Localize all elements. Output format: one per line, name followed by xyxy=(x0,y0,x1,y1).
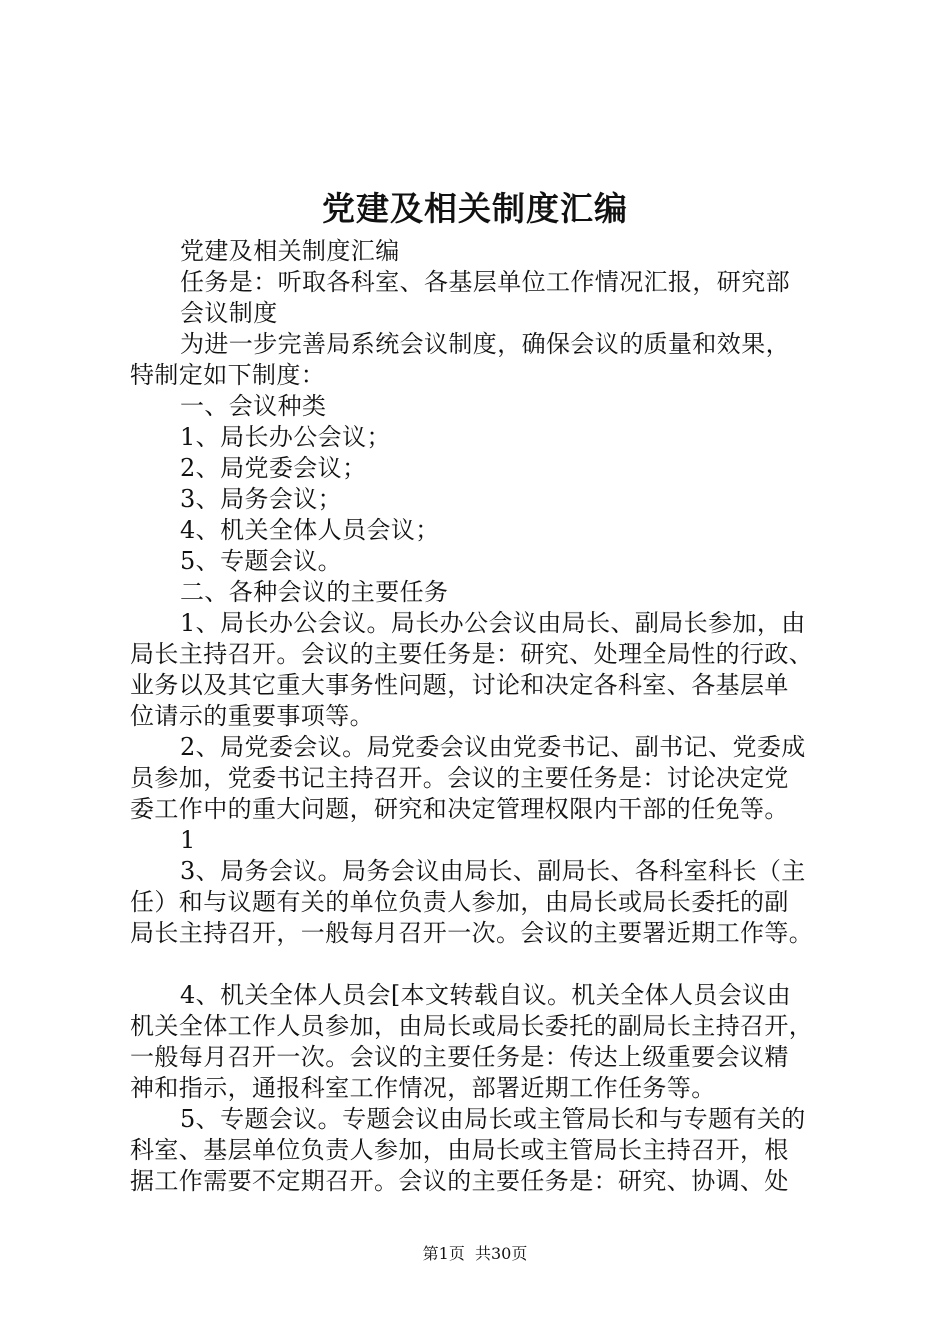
body-line: 委工作中的重大问题，研究和决定管理权限内干部的任免等。 xyxy=(130,795,789,823)
body-line: 神和指示，通报科室工作情况，部署近期工作任务等。 xyxy=(130,1074,716,1102)
body-line: 1、局长办公会议； xyxy=(180,423,391,451)
document-title: 党建及相关制度汇编 xyxy=(322,189,628,228)
body-line: 一、会议种类 xyxy=(180,392,327,420)
body-line: 任）和与议题有关的单位负责人参加，由局长或局长委托的副 xyxy=(130,888,789,916)
body-line: 5、专题会议。 xyxy=(180,547,343,575)
document-body xyxy=(130,236,830,1197)
body-line: 3、局务会议。局务会议由局长、副局长、各科室科长（主 xyxy=(180,857,806,885)
body-line: 科室、基层单位负责人参加，由局长或主管局长主持召开，根 xyxy=(130,1136,789,1164)
paragraph-gap xyxy=(130,949,830,980)
body-line: 2、局党委会议。局党委会议由党委书记、副书记、党委成 xyxy=(180,733,806,761)
body-line: 机关全体工作人员参加，由局长或局长委托的副局长主持召开， xyxy=(130,1012,814,1040)
body-line: 局长主持召开。会议的主要任务是：研究、处理全局性的行政、 xyxy=(130,640,814,668)
body-line: 5、专题会议。专题会议由局长或主管局长和与专题有关的 xyxy=(180,1105,806,1133)
body-line: 1 xyxy=(180,826,196,854)
body-line: 任务是：听取各科室、各基层单位工作情况汇报，研究部 xyxy=(180,268,790,296)
page-footer xyxy=(0,1243,950,1265)
body-line: 4、机关全体人员会[本文转载自议。机关全体人员会议由 xyxy=(180,981,792,1009)
body-line: 党建及相关制度汇编 xyxy=(180,237,400,265)
page-number-label: 第1页 共30页 xyxy=(422,1244,528,1263)
body-line: 据工作需要不定期召开。会议的主要任务是：研究、协调、处 xyxy=(130,1167,789,1195)
body-line: 特制定如下制度： xyxy=(130,361,326,389)
body-line: 位请示的重要事项等。 xyxy=(130,702,374,730)
body-line: 员参加，党委书记主持召开。会议的主要任务是：讨论决定党 xyxy=(130,764,789,792)
body-line: 会议制度 xyxy=(180,299,278,327)
body-line: 二、各种会议的主要任务 xyxy=(180,578,449,606)
body-line: 4、机关全体人员会议； xyxy=(180,516,440,544)
body-line: 1、局长办公会议。局长办公会议由局长、副局长参加，由 xyxy=(180,609,806,637)
body-line: 2、局党委会议； xyxy=(180,454,367,482)
body-line: 业务以及其它重大事务性问题，讨论和决定各科室、各基层单 xyxy=(130,671,789,699)
body-line: 3、局务会议； xyxy=(180,485,343,513)
body-line: 一般每月召开一次。会议的主要任务是：传达上级重要会议精 xyxy=(130,1043,789,1071)
body-line: 局长主持召开，一般每月召开一次。会议的主要署近期工作等。 xyxy=(130,919,814,947)
body-line: 为进一步完善局系统会议制度，确保会议的质量和效果， xyxy=(180,330,790,358)
